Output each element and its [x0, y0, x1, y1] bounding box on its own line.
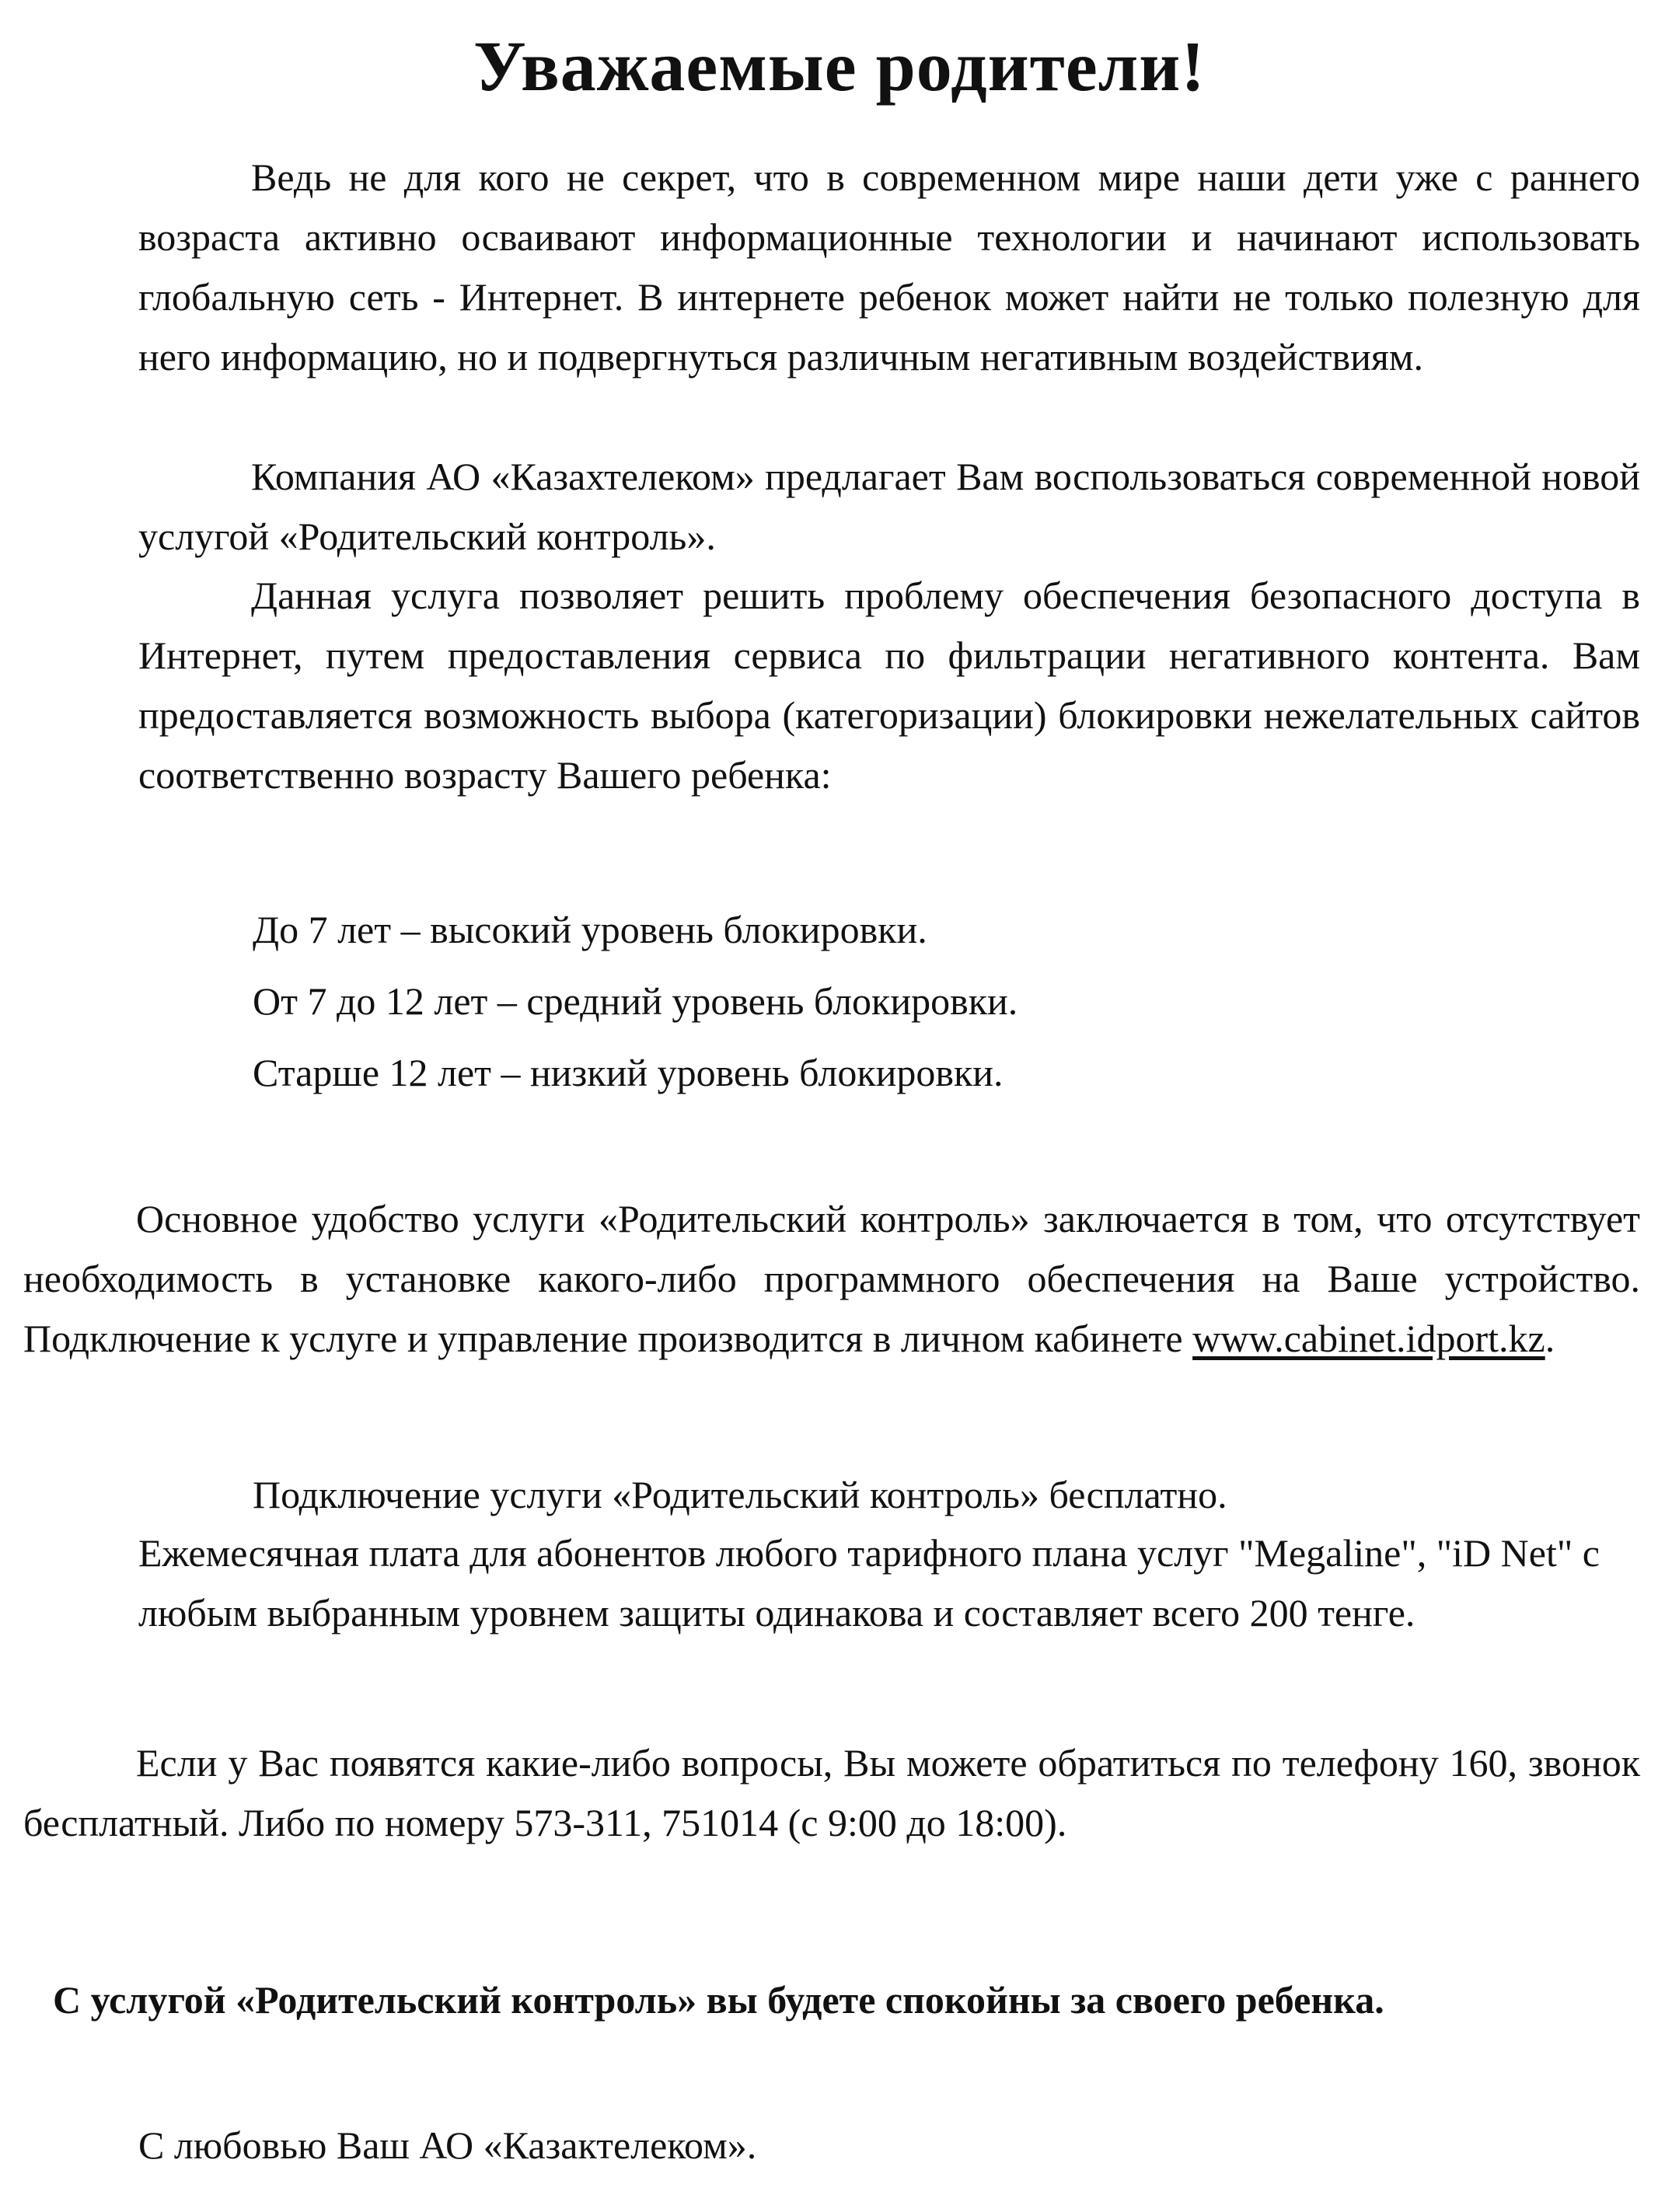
- intro-paragraph: Ведь не для кого не секрет, что в современном мире наши дети уже с раннего возраста активно осваивают информационные технологии и начинают использовать глобальную сеть - Интернет. В интернете ребенок может найти не только полезную для него информацию, но и подвергнуться различным негативным воздействиям.: [138, 155, 1640, 379]
- contact-paragraph: Если у Вас появятся какие-либо вопросы, Вы можете обратиться по телефону 160, звонок бесплатный. Либо по номеру 573-311, 751014 (с 9:00 до 18:00).: [23, 1741, 1640, 1844]
- convenience-paragraph: [23, 1189, 1640, 1369]
- signature: С любовью Ваш АО «Казактелеком».: [138, 2123, 757, 2167]
- age-level-item: До 7 лет – высокий уровень блокировки.: [253, 908, 927, 951]
- service-description-paragraph: Данная услуга позволяет решить проблему обеспечения безопасного доступа в Интернет, путем предоставления сервиса по фильтрации негативного контента. Вам предоставляется возможность выбора (категоризации) блокировки нежелательных сайтов соответственно возрасту Вашего ребенка:: [138, 574, 1640, 797]
- age-level-item: Старше 12 лет – низкий уровень блокировки.: [253, 1051, 1004, 1094]
- age-level-item: От 7 до 12 лет – средний уровень блокировки.: [253, 979, 1018, 1023]
- monthly-fee-paragraph: Ежемесячная плата для абонентов любого тарифного плана услуг "Megaline", "iD Net" с любым выбранным уровнем защиты одинакова и составляет всего 200 тенге.: [138, 1531, 1600, 1635]
- page-title: Уважаемые родители!: [473, 26, 1206, 106]
- convenience-end: .: [1545, 1317, 1555, 1360]
- closing-statement: С услугой «Родительский контроль» вы будете спокойны за своего ребенка.: [53, 1978, 1384, 2022]
- convenience-text: Основное удобство услуги «Родительский контроль» заключается в том, что отсутствует необходимость в установке какого-либо программного обеспечения на Ваше устройство. Подключение к услуге и управление производится в личном кабинете: [23, 1197, 1640, 1360]
- offer-paragraph: Компания АО «Казахтелеком» предлагает Вам воспользоваться современной новой услугой «Родительский контроль».: [138, 455, 1640, 558]
- cabinet-link[interactable]: www.cabinet.idport.kz: [1192, 1317, 1545, 1360]
- free-connection-line: Подключение услуги «Родительский контроль» бесплатно.: [253, 1473, 1227, 1516]
